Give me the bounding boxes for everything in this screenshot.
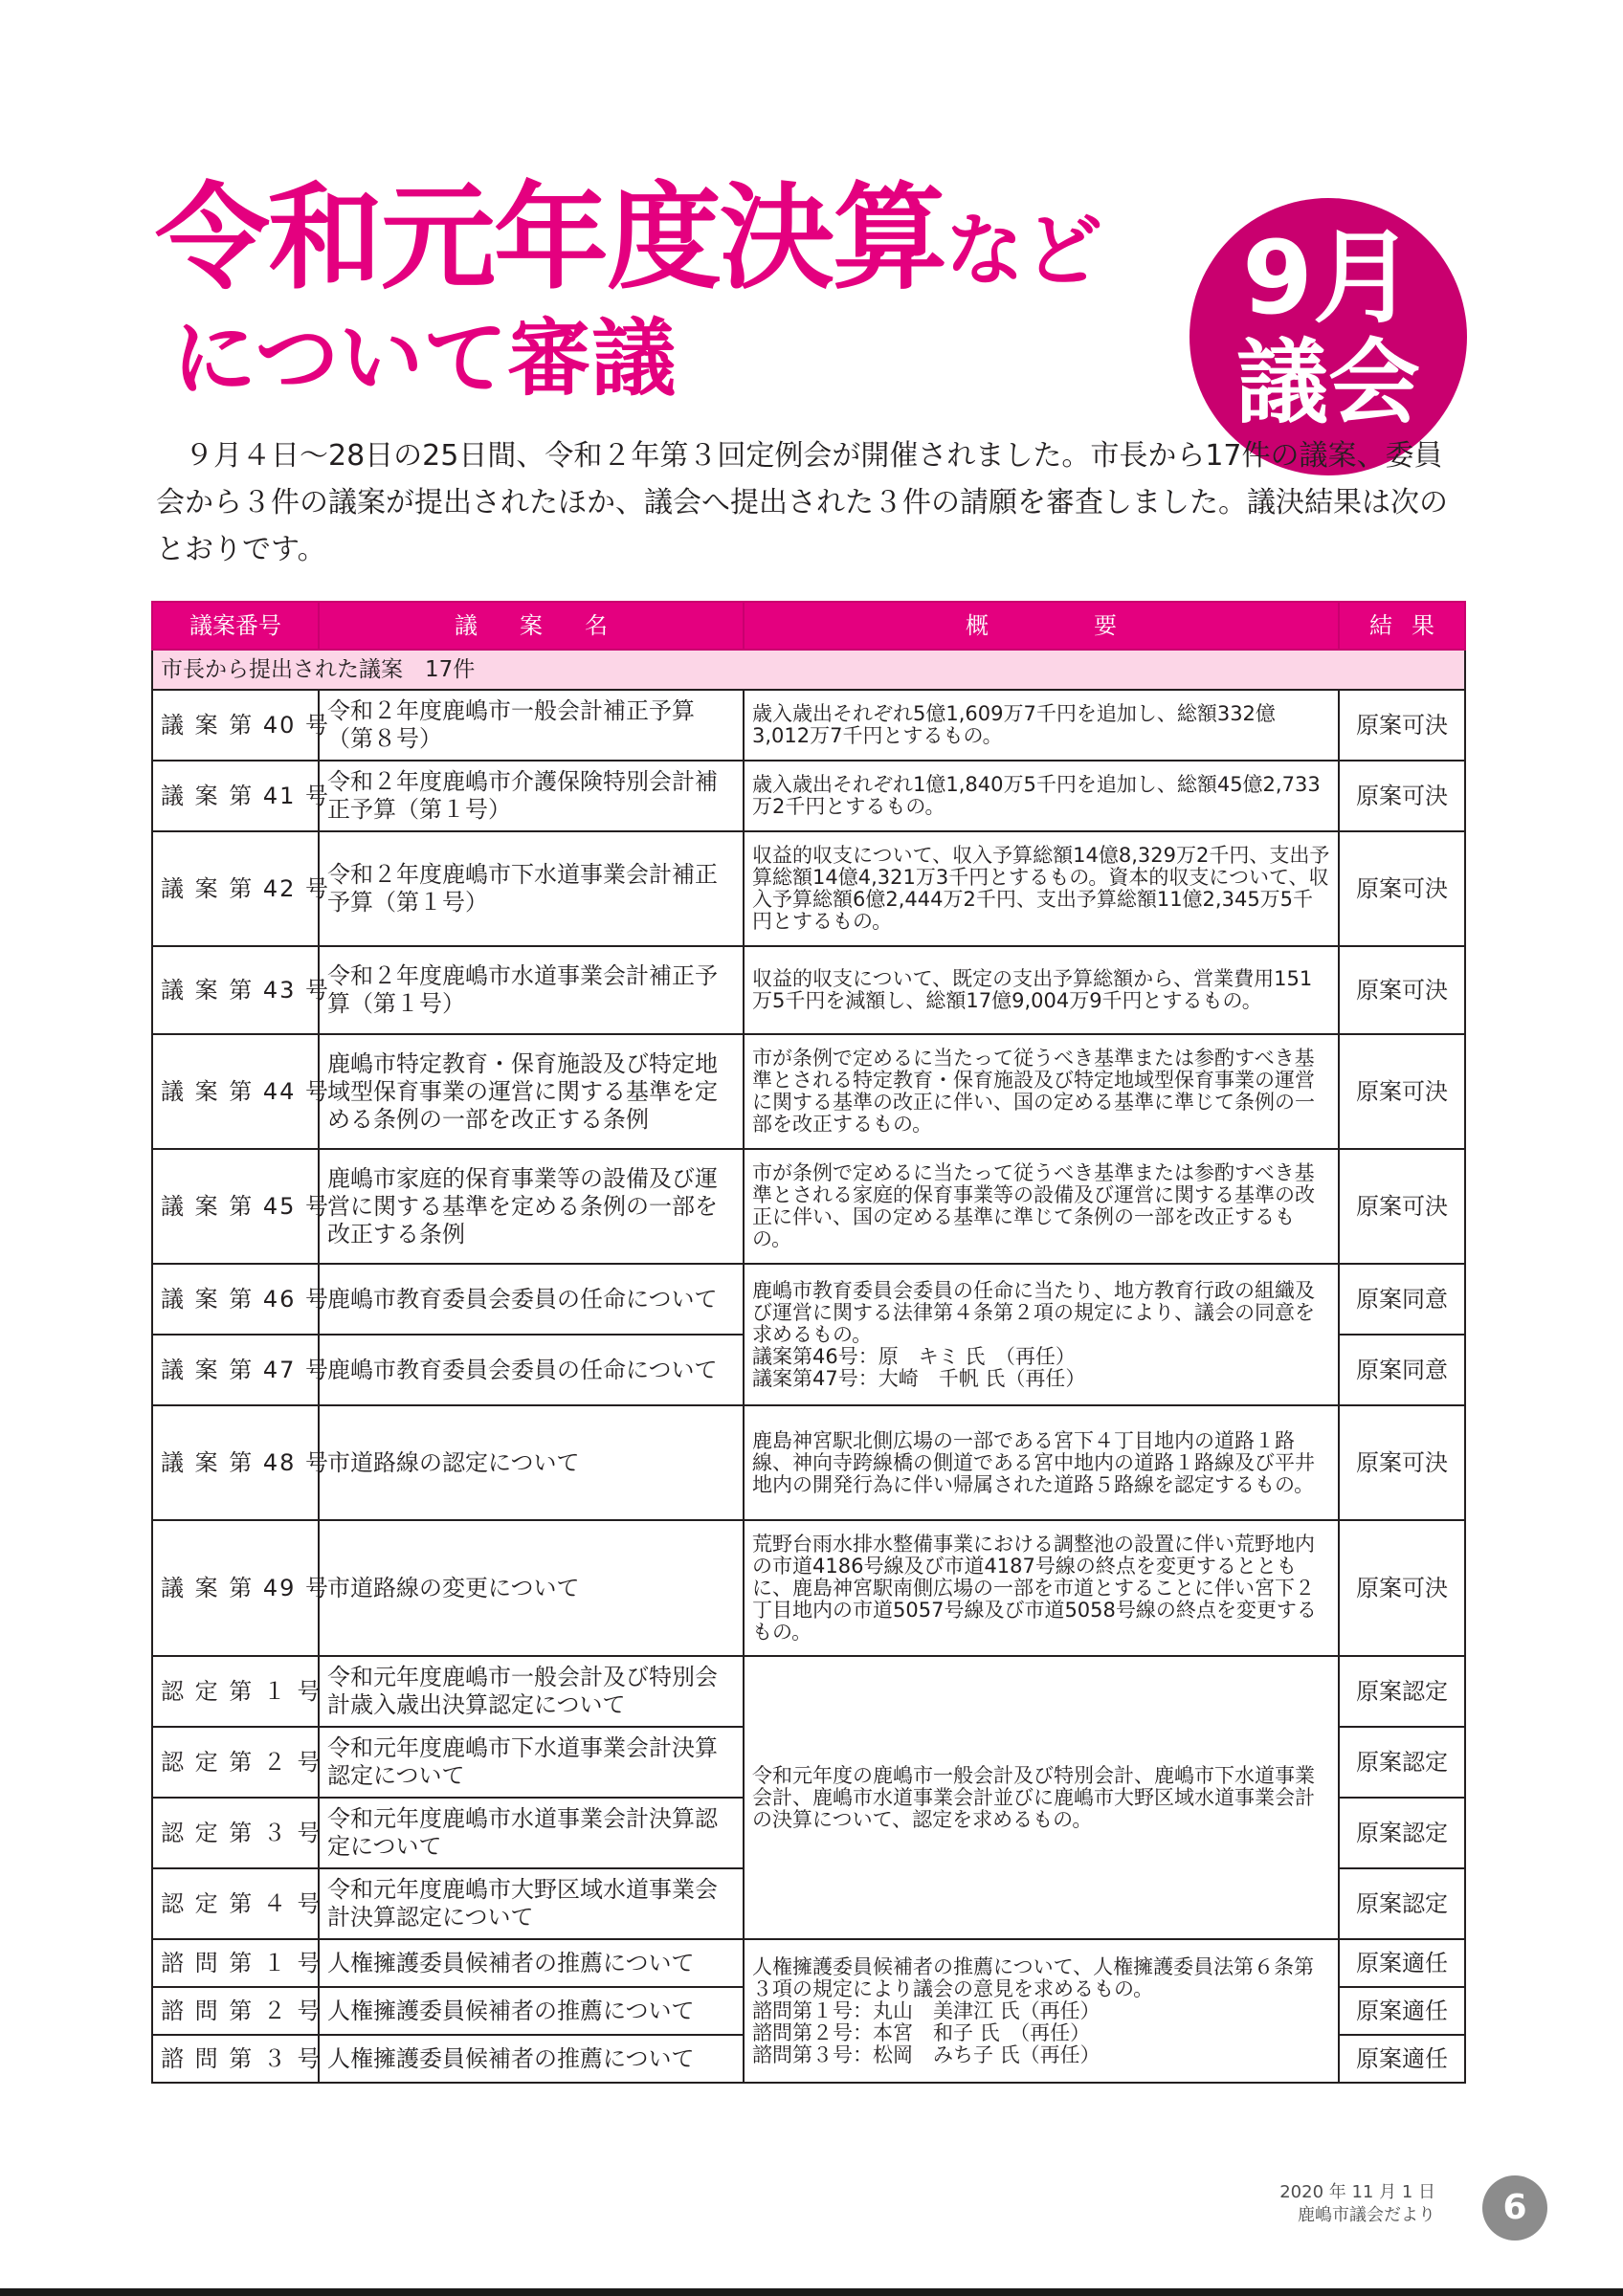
badge-session: 議会 — [1236, 329, 1420, 436]
bill-result: 原案認定 — [1339, 1656, 1465, 1727]
bill-name: 市道路線の認定について — [319, 1405, 744, 1520]
bill-name: 人権擁護委員候補者の推薦について — [319, 1987, 744, 2035]
table-header-row — [152, 602, 1465, 650]
bill-name: 令和２年度鹿嶋市介護保険特別会計補正予算（第１号） — [319, 761, 744, 831]
bill-number: 議 案 第 45 号 — [152, 1149, 319, 1264]
bill-summary: 歳入歳出それぞれ5億1,609万7千円を追加し、総額332億3,012万7千円とするもの。 — [744, 690, 1339, 761]
section-row — [152, 650, 1465, 690]
table-row — [152, 946, 1465, 1034]
bill-summary: 収益的収支について、既定の支出予算総額から、営業費用151万5千円を減額し、総額17億9,004万9千円とするもの。 — [744, 946, 1339, 1034]
table-row — [152, 1656, 1465, 1727]
page-title — [155, 172, 1102, 319]
bill-number: 議 案 第 40 号 — [152, 690, 319, 761]
bill-result: 原案可決 — [1339, 831, 1465, 946]
bill-number: 認 定 第 ２ 号 — [152, 1727, 319, 1798]
bill-result: 原案可決 — [1339, 761, 1465, 831]
bill-summary: 市が条例で定めるに当たって従うべき基準または参酌すべき基準とされる特定教育・保育施設及び特定地域型保育事業の運営に関する基準の改正に伴い、国の定める基準に準じて条例の一部を改正するもの。 — [744, 1034, 1339, 1149]
table-row — [152, 690, 1465, 761]
bill-name: 鹿嶋市教育委員会委員の任命について — [319, 1335, 744, 1405]
bill-name: 鹿嶋市家庭的保育事業等の設備及び運営に関する基準を定める条例の一部を改正する条例 — [319, 1149, 744, 1264]
bill-name: 人権擁護委員候補者の推薦について — [319, 2035, 744, 2083]
title-main: 令和元年度決算 — [155, 172, 945, 305]
bill-result: 原案同意 — [1339, 1335, 1465, 1405]
bill-number: 諮 問 第 １ 号 — [152, 1939, 319, 1987]
bill-name: 人権擁護委員候補者の推薦について — [319, 1939, 744, 1987]
table-row — [152, 1520, 1465, 1656]
bill-name: 鹿嶋市教育委員会委員の任命について — [319, 1264, 744, 1335]
bill-name: 令和元年度鹿嶋市大野区域水道事業会計決算認定について — [319, 1868, 744, 1939]
bill-number: 議 案 第 49 号 — [152, 1520, 319, 1656]
bill-result: 原案可決 — [1339, 1405, 1465, 1520]
bill-summary: 令和元年度の鹿嶋市一般会計及び特別会計、鹿嶋市下水道事業会計、鹿嶋市水道事業会計並びに鹿嶋市大野区域水道事業会計の決算について、認定を求めるもの。 — [744, 1656, 1339, 1939]
bill-result: 原案認定 — [1339, 1868, 1465, 1939]
bill-result: 原案可決 — [1339, 1034, 1465, 1149]
bill-result: 原案同意 — [1339, 1264, 1465, 1335]
bill-name: 令和２年度鹿嶋市一般会計補正予算（第８号） — [319, 690, 744, 761]
publication-name: 鹿嶋市議会だより — [1298, 2205, 1435, 2225]
bill-result: 原案可決 — [1339, 1520, 1465, 1656]
page-number: 6 — [1482, 2175, 1547, 2241]
table-row — [152, 1034, 1465, 1149]
table-row — [152, 831, 1465, 946]
bill-number: 議 案 第 48 号 — [152, 1405, 319, 1520]
bill-summary: 鹿嶋市教育委員会委員の任命に当たり、地方教育行政の組織及び運営に関する法律第４条第２項の規定により、議会の同意を求めるもの。 議案第46号：原 キミ 氏 （再任） 議案第47号：大崎 千帆 氏（再任） — [744, 1264, 1339, 1405]
header-number: 議案番号 — [152, 602, 319, 650]
bill-result: 原案適任 — [1339, 2035, 1465, 2083]
bill-number: 議 案 第 43 号 — [152, 946, 319, 1034]
bill-summary: 市が条例で定めるに当たって従うべき基準または参酌すべき基準とされる家庭的保育事業等の設備及び運営に関する基準の改正に伴い、国の定める基準に準じて条例の一部を改正するもの。 — [744, 1149, 1339, 1264]
table-row — [152, 1939, 1465, 1987]
bill-number: 認 定 第 ３ 号 — [152, 1798, 319, 1868]
bill-summary: 鹿島神宮駅北側広場の一部である宮下４丁目地内の道路１路線、神向寺跨線橋の側道である宮中地内の道路１路線及び平井地内の開発行為に伴い帰属された道路５路線を認定するもの。 — [744, 1405, 1339, 1520]
bill-name: 令和２年度鹿嶋市水道事業会計補正予算（第１号） — [319, 946, 744, 1034]
bill-number: 議 案 第 46 号 — [152, 1264, 319, 1335]
bill-name: 鹿嶋市特定教育・保育施設及び特定地域型保育事業の運営に関する基準を定める条例の一部を改正する条例 — [319, 1034, 744, 1149]
bottom-rule — [0, 2288, 1623, 2296]
bill-name: 令和元年度鹿嶋市水道事業会計決算認定について — [319, 1798, 744, 1868]
bill-name: 令和元年度鹿嶋市一般会計及び特別会計歳入歳出決算認定について — [319, 1656, 744, 1727]
bill-number: 議 案 第 41 号 — [152, 761, 319, 831]
bill-number: 認 定 第 １ 号 — [152, 1656, 319, 1727]
header-name: 議案名 — [319, 602, 744, 650]
bill-result: 原案可決 — [1339, 690, 1465, 761]
bill-number: 諮 問 第 ３ 号 — [152, 2035, 319, 2083]
table-row — [152, 1405, 1465, 1520]
bill-summary: 人権擁護委員候補者の推薦について、人権擁護委員法第６条第３項の規定により議会の意見を求めるもの。 諮問第１号：丸山 美津江 氏（再任） 諮問第２号：本宮 和子 氏 （再任） 諮問第３号：松岡 みち子 氏（再任） — [744, 1939, 1339, 2083]
bill-result: 原案可決 — [1339, 946, 1465, 1034]
table-row — [152, 1264, 1465, 1335]
badge-month: 9月 — [1242, 219, 1414, 337]
bill-result: 原案適任 — [1339, 1939, 1465, 1987]
bill-result: 原案適任 — [1339, 1987, 1465, 2035]
bill-summary: 歳入歳出それぞれ1億1,840万5千円を追加し、総額45億2,733万2千円とするもの。 — [744, 761, 1339, 831]
agenda-table — [151, 601, 1466, 2084]
bill-name: 令和元年度鹿嶋市下水道事業会計決算認定について — [319, 1727, 744, 1798]
bill-summary: 荒野台雨水排水整備事業における調整池の設置に伴い荒野地内の市道4186号線及び市道4187号線の終点を変更するとともに、鹿島神宮駅南側広場の一部を市道とすることに伴い宮下２丁目地内の市道5057号線及び市道5058号線の終点を変更するもの。 — [744, 1520, 1339, 1656]
table-row — [152, 761, 1465, 831]
bill-number: 議 案 第 44 号 — [152, 1034, 319, 1149]
bill-number: 議 案 第 47 号 — [152, 1335, 319, 1405]
issue-date: 2020 年 11 月 1 日 — [1279, 2182, 1435, 2202]
bill-name: 令和２年度鹿嶋市下水道事業会計補正予算（第１号） — [319, 831, 744, 946]
bill-result: 原案認定 — [1339, 1798, 1465, 1868]
intro-paragraph: ９月４日～28日の25日間、令和２年第３回定例会が開催されました。市長から17件の議案、委員会から３件の議案が提出されたほか、議会へ提出された３件の請願を審査しました。議決結果は次のとおりです。 — [156, 439, 1448, 566]
bill-result: 原案可決 — [1339, 1149, 1465, 1264]
header-summary: 概要 — [744, 602, 1339, 650]
bill-name: 市道路線の変更について — [319, 1520, 744, 1656]
bill-number: 認 定 第 ４ 号 — [152, 1868, 319, 1939]
header-result: 結果 — [1339, 602, 1465, 650]
title-suffix: など — [945, 206, 1103, 297]
bill-number: 議 案 第 42 号 — [152, 831, 319, 946]
bill-result: 原案認定 — [1339, 1727, 1465, 1798]
page-subtitle: について審議 — [172, 309, 677, 408]
table-row — [152, 1149, 1465, 1264]
section-title: 市長から提出された議案 17件 — [152, 650, 1465, 690]
bill-number: 諮 問 第 ２ 号 — [152, 1987, 319, 2035]
bill-summary: 収益的収支について、収入予算総額14億8,329万2千円、支出予算総額14億4,321万3千円とするもの。資本的収支について、収入予算総額6億2,444万2千円、支出予算総額11億2,345万5千円とするもの。 — [744, 831, 1339, 946]
